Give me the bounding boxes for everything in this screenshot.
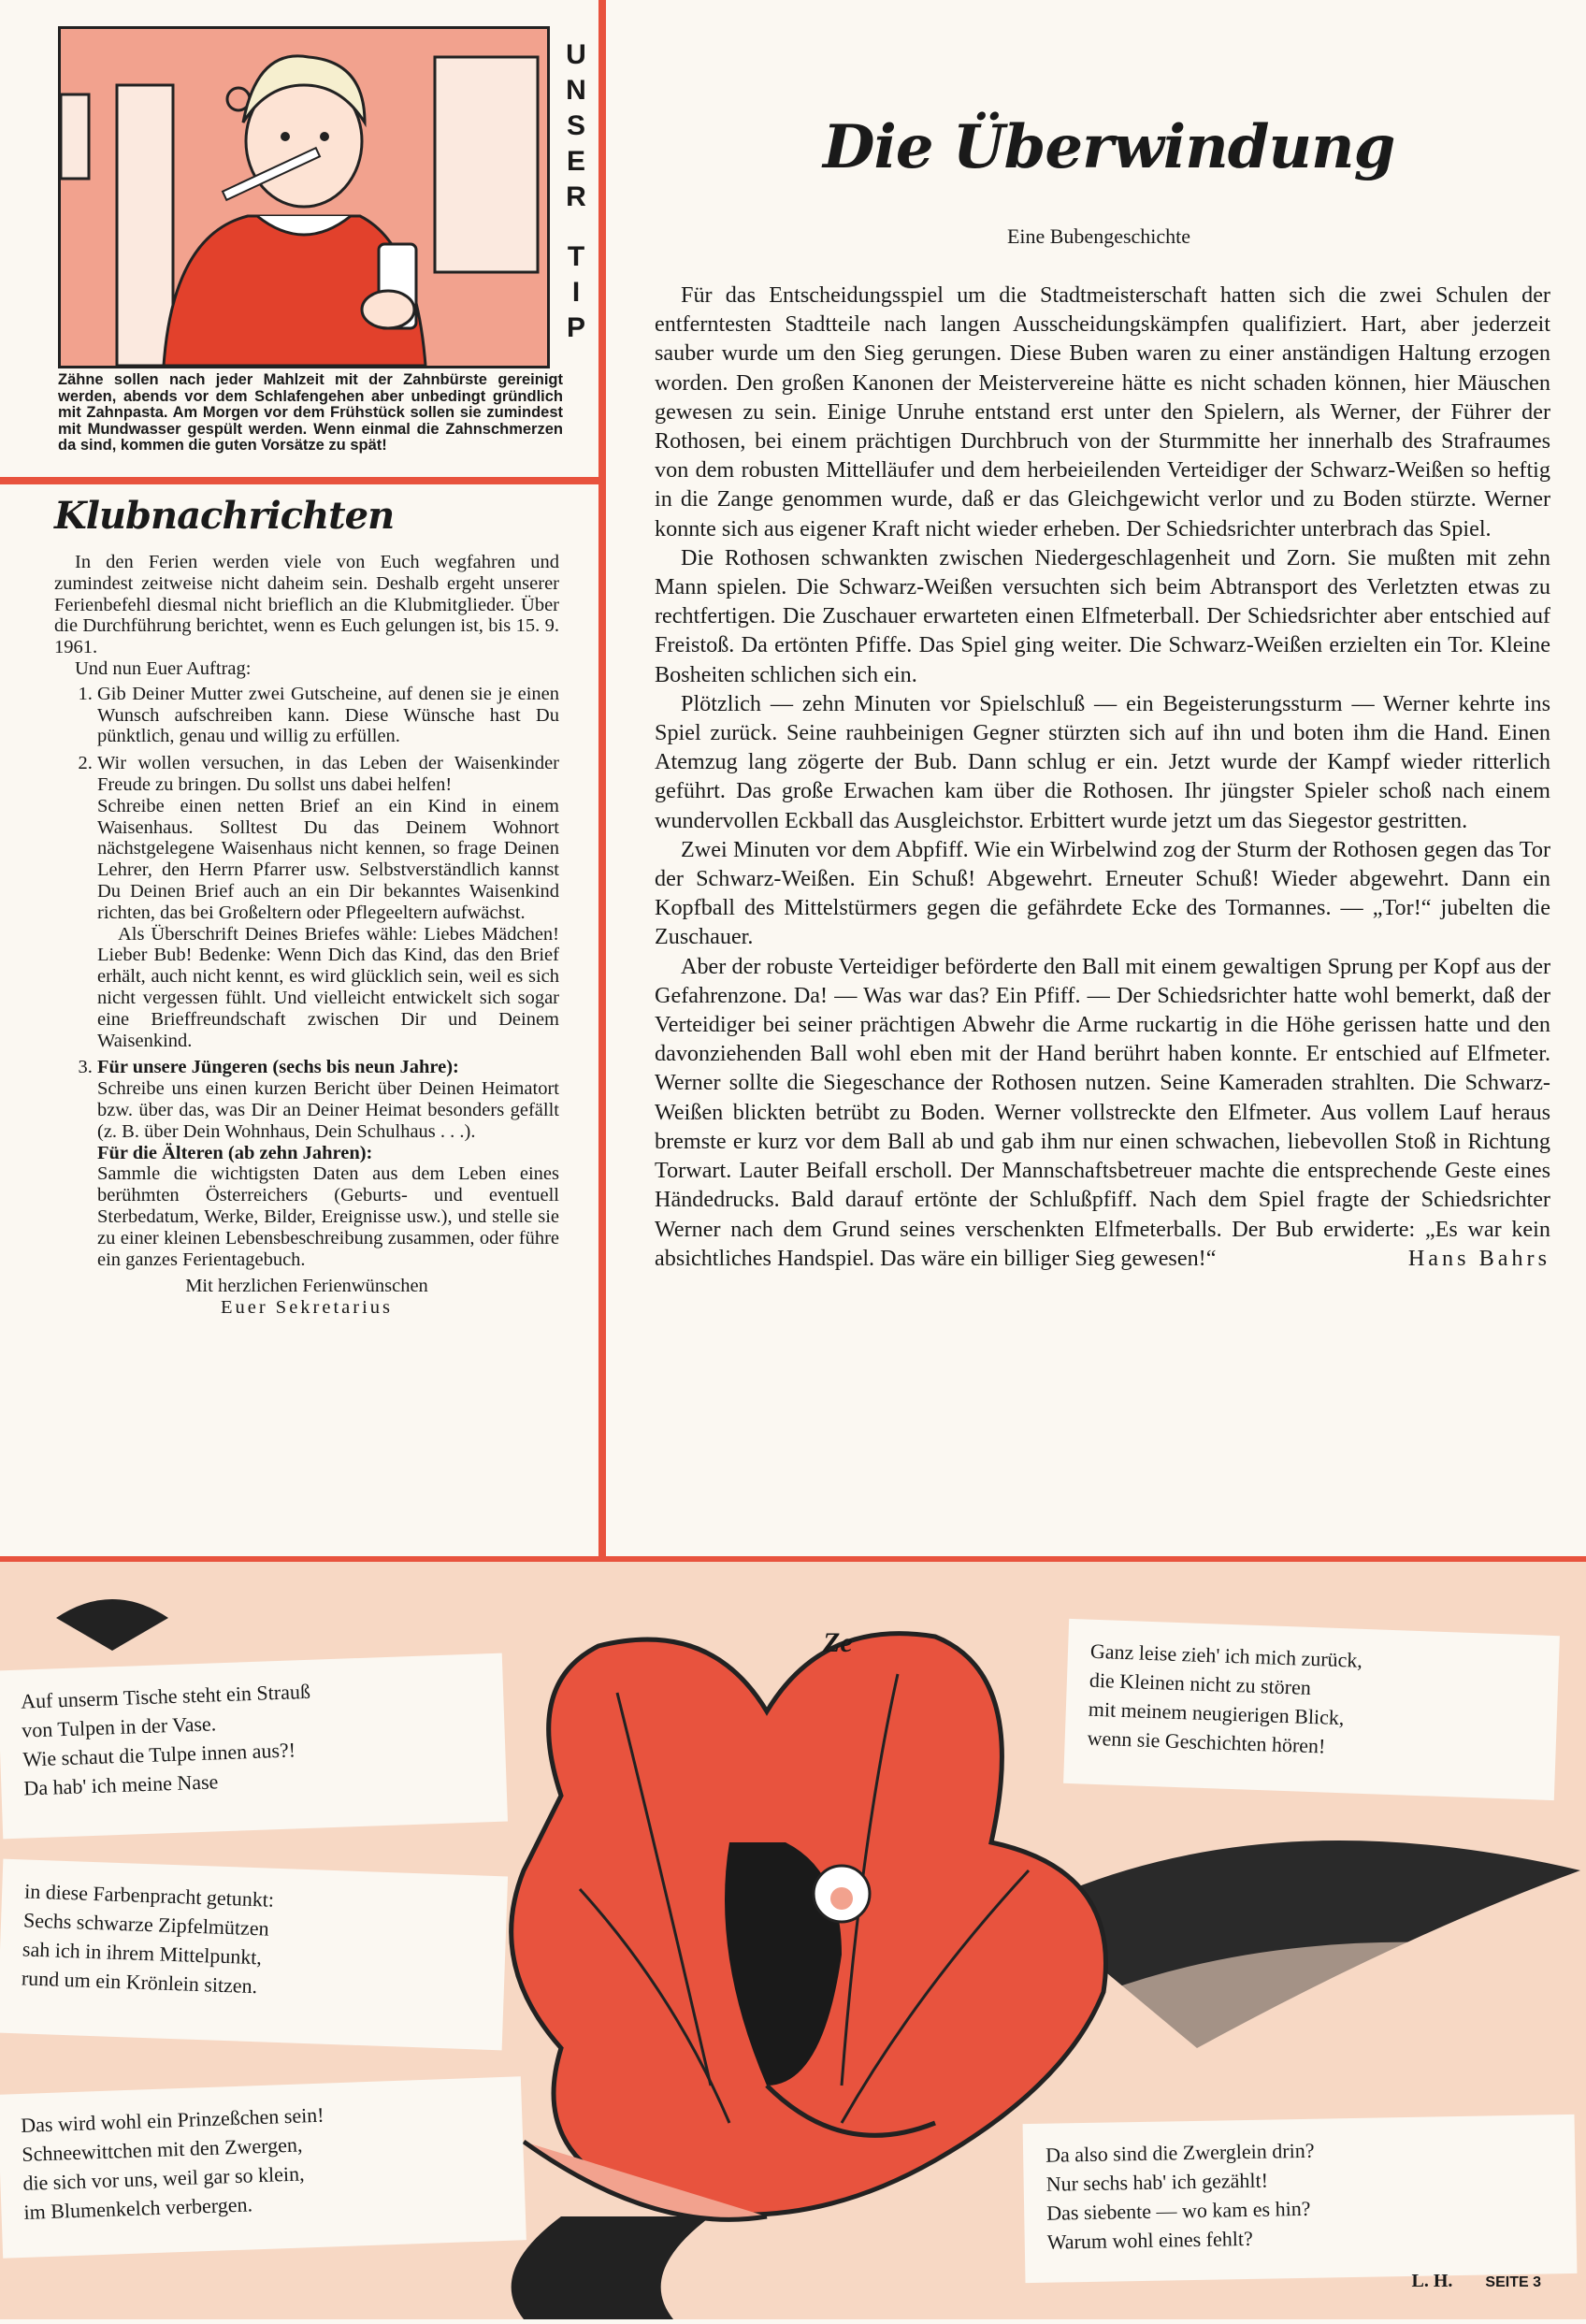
poem-stanza-5 [1023, 2115, 1578, 2283]
poem-section [0, 1562, 1586, 2319]
klub-title: Klubnachrichten [54, 494, 395, 538]
toothbrush-girl-illustration [58, 26, 550, 368]
divider-left-horizontal [0, 477, 602, 484]
poem-line: Da also sind die Zwerglein drin? [1045, 2138, 1315, 2167]
tip-letter: R [566, 181, 586, 212]
poem-stanza-2 [0, 1859, 508, 2051]
tip-letter: N [566, 75, 586, 106]
story-title: Die Überwindung [823, 112, 1395, 182]
poem-line: Warum wohl eines fehlt? [1046, 2226, 1253, 2254]
poem-line: Auf unserm Tische steht ein Strauß [20, 1679, 311, 1713]
poem-line: die sich vor uns, weil gar so klein, [22, 2161, 305, 2195]
story-paragraph: Für das Entscheidungsspiel um die Stadtmeisterschaft hatten sich die zwei Schulen der entferntesten Stadtteile nach langen Ausscheidungskämpfen qualifiziert. Hart, aber jederzeit sauber wurde um den Sieg gerungen. Diese Buben waren zu einer anständigen Haltung erzogen worden. Den großen Kanonen der Meistervereine hätte es nicht schaden können, hier Mäuschen gewesen zu sein. Einige Unruhe entstand erst unter den Spielern, als Werner, der Führer der Rothosen, bei einem prächtigen Durchbruch von der Sturmmitte her innerhalb des Strafraumes von dem robusten Mittelläufer und dem herbeieilenden Verteidiger der Schwarz-Weißen so heftig in die Zange genommen wurde, daß er das Gleichgewicht verlor und zu Boden stürzte. Werner konnte sich aus eigener Kraft nicht wieder erheben. Der Schiedsrichter unterbrach das Spiel. [655, 282, 1550, 541]
klub-item-text: 2. Wir wollen versuchen, in das Leben der Waisenkinder Freude zu bringen. Du sollst uns dabei helfen! [97, 753, 559, 795]
tip-letter: I [571, 277, 581, 308]
poem-line: Sechs schwarze Zipfelmützen [22, 1908, 270, 1941]
poem-line: die Kleinen nicht zu stören [1089, 1667, 1312, 1699]
klub-item-text: Gib Deiner Mutter zwei Gutscheine, auf denen sie je einen Wunsch aufschreiben kann. Diese Wünsche hast Du pünktlich, genau und willig zu erfüllen. [97, 683, 559, 747]
story-paragraph: Die Rothosen schwankten zwischen Niedergeschlagenheit und Zorn. Sie mußten mit zehn Mann spielen. Die Schwarz-Weißen versuchten sich beim Abtransport des Verletzten etwas zu rechtfertigen. Die Zuschauer erwarteten einen Elfmeterball. Der Schiedsrichter aber entschied auf Freistoß. Da ertönten Pfiffe. Das Spiel ging weiter. Die Schwarz-Weißen erzielten ein Tor. Kleine Bosheiten schlichen sich ein. [655, 544, 1550, 687]
klub-item-1 [97, 684, 559, 747]
story-subtitle: Eine Bubengeschichte [1006, 224, 1191, 248]
page-number: SEITE 3 [1485, 2274, 1541, 2290]
poem-line: wenn sie Geschichten hören! [1087, 1725, 1326, 1758]
poem-initials: L. H. [1411, 2271, 1453, 2291]
story-body [655, 281, 1550, 1273]
klub-item-2 [97, 753, 559, 1051]
poem-line: Da hab' ich meine Nase [22, 1769, 219, 1800]
poem-line: Schneewittchen mit den Zwergen, [21, 2132, 303, 2166]
tip-letter: P [566, 312, 585, 343]
poem-line: im Blumenkelch verbergen. [23, 2192, 253, 2224]
story-paragraph: Plötzlich — zehn Minuten vor Spielschluß — ein Begeisterungssturm — Werner kehrte ins Spiel zurück. Seine rauhbeinigen Gegner stürzten sich auf ihn und boten ihm die Hand. Einen Atemzug lang zögerte der Bub. Dann schlug er ein. Jetzt wurde der Kampf wieder ritterlich geführt. Das große Erwachen kam über die Rothosen. Ihr jüngster Spieler schoß nach einem wundervollen Eckball das Ausgleichstor. Erbittert wurde jetzt um das Siegestor gestritten. [655, 690, 1550, 833]
tip-letter: E [566, 146, 585, 177]
poem-stanza-4 [1063, 1619, 1560, 1800]
poem-stanza-1 [0, 1653, 508, 1840]
klub-closing: Mit herzlichen Ferienwünschen [185, 1276, 428, 1297]
klub-signature: Euer Sekretarius [220, 1297, 394, 1319]
poem-line: Wie schaut die Tulpe innen aus?! [22, 1738, 296, 1771]
story-paragraph: Aber der robuste Verteidiger beförderte den Ball mit einem gewaltigen Sprung per Kopf aus der Gefahrenzone. Da! — Was war das? Ein Pfiff. — Der Schiedsrichter hatte wohl bemerkt, daß der Verteidiger bei seiner prächtigen Abwehr die Arme ruckartig in die Höhe gerissen hatte und den davonziehenden Ball wohl eben mit der Hand berührt haben konnte. Er entschied auf Elfmeter. Werner sollte die Siegeschance der Rothosen nutzen. Seine Kameraden strahlten. Die Schwarz-Weißen blickten betrübt zu Boden. Werner vollstreckte den Elfmeter. Aus vollem Lauf heraus bremste er kurz vor dem Ball ab und gab ihm nur einen schwachen, liebevollen Stoß in Richtung Torwart. Lauter Beifall erscholl. Der Mannschaftsbetreuer machte die entsprechende Geste eines Händedrucks. Bald darauf ertönte der Schlußpfiff. Nach dem Spiel fragte der Schiedsrichter Werner nach dem Grund seines verschenkten Elfmeterballs. Der Bub erwiderte: „Es war kein absichtliches Handspiel. Das wäre ein billiger Sieg gewesen!“ [655, 953, 1550, 1271]
poem-line: Ganz leise zieh' ich mich zurück, [1089, 1638, 1363, 1672]
poem-line: Nur sechs hab' ich gezählt! [1045, 2168, 1269, 2196]
klub-article [54, 552, 559, 1319]
poem-line: Das siebente — wo kam es hin? [1046, 2196, 1311, 2225]
tip-letter: T [567, 241, 585, 272]
poem-line: mit meinem neugierigen Blick, [1088, 1696, 1345, 1730]
klub-item-3 [97, 1057, 559, 1270]
divider-vertical [598, 0, 606, 1560]
poem-line: rund um ein Krönlein sitzen. [21, 1966, 258, 1999]
tip-caption: Zähne sollen nach jeder Mahlzeit mit der Zahnbürste gereinigt werden, abends vor dem Schlafengehen aber unbedingt gründlich mit Zahnpasta. Am Morgen vor dem Frühstück sollen sie zumindest mit Mundwasser gespült werden. Wenn einmal die Zahnschmerzen da sind, kommen die guten Vorsätze zu spät! [58, 371, 563, 454]
story-author: Hans Bahrs [1407, 1245, 1550, 1271]
poem-line: von Tulpen in der Vase. [21, 1711, 217, 1742]
poem-line: Das wird wohl ein Prinzeßchen sein! [20, 2102, 324, 2137]
poem-line: in diese Farbenpracht getunkt: [23, 1879, 275, 1912]
klub-item-text: Schreibe uns einen kurzen Bericht über Deinen Heimatort bzw. über das, was Dir an Deiner Heimat besonders gefällt (z. B. über Dein Wohnhaus, Dein Schulhaus . . .). [97, 1078, 559, 1142]
poem-stanza-3 [0, 2076, 526, 2258]
unser-tip-heading [557, 37, 595, 346]
tip-letter: U [566, 39, 586, 70]
klub-intro: In den Ferien werden viele von Euch wegfahren und zumindest zeitweise nicht daheim sein. Deshalb ergeht unserer Ferienbefehl diesmal nicht brieflich an die Klubmitglieder. Über die Durchführung berichtet, wenn es Euch gelungen ist, bis 15. 9. 1961. [54, 552, 559, 658]
illustrator-mark: Ze [823, 1627, 853, 1658]
page-footer [1412, 2271, 1541, 2292]
tip-letter: S [566, 110, 585, 141]
poem-line: sah ich in ihrem Mittelpunkt, [22, 1937, 263, 1970]
klub-lead: Und nun Euer Auftrag: [75, 657, 252, 679]
klub-item-heading: Für die Älteren (ab zehn Jahren): [97, 1142, 373, 1163]
klub-item-text: Sammle die wichtigsten Daten aus dem Leben eines berühmten Österreichers (Geburts- und eventuell Sterbedatum, Werke, Bilder, Ereignisse usw.), und stelle sie zu einer kleinen Lebensbeschreibung zusammen, oder führe ein ganzes Ferientagebuch. [97, 1163, 559, 1270]
story-paragraph: Zwei Minuten vor dem Abpfiff. Wie ein Wirbelwind zog der Sturm der Rothosen gegen das Tor der Schwarz-Weißen. Ein Schuß! Abgewehrt. Erneuter Schuß! Wieder abgewehrt. Dann ein Kopfball des Mittelstürmers gegen die gefährdete Ecke des Tormannes. — „Tor!“ jubelten die Zuschauer. [655, 836, 1550, 950]
klub-item-text: Schreibe einen netten Brief an ein Kind in einem Waisenhaus. Solltest Du das Deinem Wohnort nächstgelegene Waisenhaus nicht kennen, so frage Deinen Lehrer, den Herrn Pfarrer usw. Selbstverständlich kannst Du Deinen Brief auch an ein Dir bekanntes Waisenkind richten, das bei Großeltern oder Pflegeeltern aufwächst. [97, 795, 559, 923]
klub-item-text: Als Überschrift Deines Briefes wähle: Liebes Mädchen! Lieber Bub! Bedenke: Wenn Dich das Kind, das den Brief erhält, auch nicht kennt, es wird glücklich sein, weil es sich nicht vergessen fühlt. Und vielleicht entwickelt sich sogar eine Brieffreundschaft zwischen Dir und Deinem Waisenkind. [97, 923, 559, 1051]
klub-item-heading: Für unsere Jüngeren (sechs bis neun Jahre): [97, 1057, 459, 1078]
